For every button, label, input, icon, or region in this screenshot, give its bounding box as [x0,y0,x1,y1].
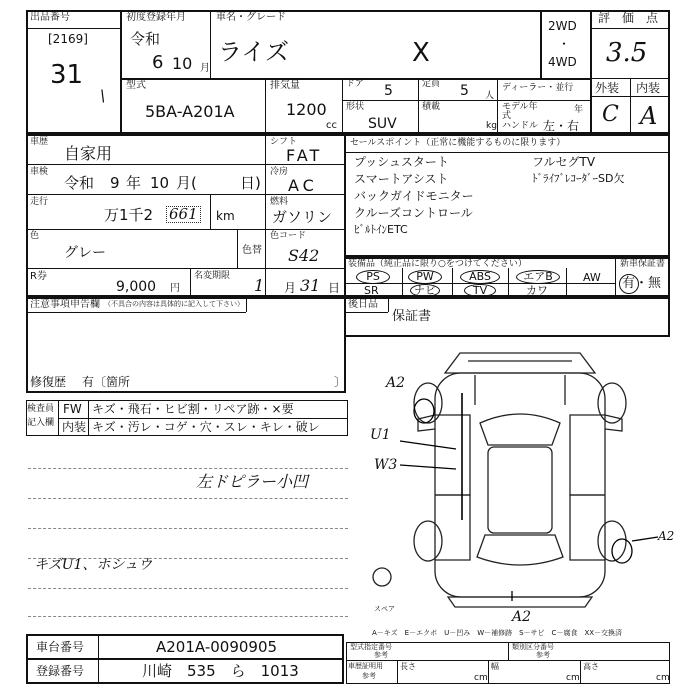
door-value: 5 [384,83,393,99]
reg-year: 6 [152,52,164,73]
sales-point: ﾋﾞﾙﾄｲﾝETC [354,223,408,236]
lot-code: [2169] [48,32,88,46]
recycle-yen: 円 [170,283,180,294]
mileage-label: 走行 [30,197,49,207]
equipment-title: 装備品（純正品に限り○をつけてください） [348,259,527,269]
score-value: 3.5 [606,38,648,68]
disp-unit: cc [326,120,337,131]
equip-pw: PW [408,270,442,284]
length-unit: cm [474,673,488,683]
cap-unit: 人 [485,91,495,101]
equip-abs: ABS [460,270,500,284]
model-label: 型式 [126,80,146,91]
mark-a2-right: A2 [658,529,675,543]
int-grade: A [640,102,658,130]
height-label: 高さ [583,662,599,671]
interior-label: 内装 [62,420,87,434]
repair-value: 有〔箇所 [82,375,131,389]
day-char: 日) [240,174,261,192]
inspector-label: 検査員 [27,404,55,414]
fw-items: キズ・飛石・ヒビ割・リペア跡・×要 [92,402,294,416]
class-label: 類別区分番号 [512,643,554,651]
car-name: ライズ [218,38,290,66]
tax-month: 1 [254,276,265,295]
hand-note-1: 左ドピラー小凹 [196,472,309,491]
sales-point: プッシュスタート [354,155,449,169]
shift-value: FAT [286,146,323,165]
inspection-year: 9 [110,174,120,192]
month-unit: 月 [200,63,210,74]
mileage-unit: km [216,209,235,223]
disp-value: 1200 [286,100,327,119]
chassis-label: 車台番号 [36,640,85,654]
inspection-era: 令和 [64,174,95,192]
sales-point: スマートアシスト [354,172,449,186]
width-unit: cm [566,673,580,683]
fuel-label: 燃料 [270,197,289,207]
interior-items: キズ・汚レ・コゲ・穴・スレ・キレ・破レ [92,420,320,434]
mileage-hand: 661 [166,206,201,223]
height-unit: cm [656,673,670,683]
hand-note-2: キズU1、ホシュウ [34,557,153,573]
lot-number: 31 [50,60,84,90]
load-label: 積載 [422,102,441,112]
model-year-label: モデル年式 [502,102,538,121]
color-change-label: 色替 [242,245,262,256]
equip-sr: SR [364,284,379,297]
equip-leather: カワ [526,284,548,297]
recycle-value: 9,000 [116,279,157,295]
recycle-label: R券 [30,271,47,282]
equip-airbag: エアB [516,270,560,284]
drive-2wd: 2WD [548,19,577,33]
fw-label: FW [63,402,82,416]
ext-label: 外装 [595,81,620,95]
mark-u1: U1 [370,427,391,443]
cap-label: 定員 [422,79,441,89]
load-unit: kg [486,121,497,131]
sales-point: バックガイドモニター [354,189,474,203]
shape-value: SUV [368,116,397,132]
handle-value: 左・右 [543,119,580,133]
int-label: 内装 [636,81,661,95]
cert-sub: 参考 [374,651,388,659]
inspection-month: 10 [150,174,170,192]
car-body-diagram [360,345,670,635]
plate-label: 登録番号 [36,664,85,678]
ext-grade: C [602,102,619,127]
repair-label: 修復歴 [30,375,67,389]
door-label: ドア [346,79,364,89]
after-label: 後日品 [348,299,378,310]
equip-aw: AW [583,271,601,284]
width-label: 幅 [491,662,499,671]
class-sub: 参考 [536,651,550,659]
sales-point-right: ﾄﾞﾗｲﾌﾞﾚｺｰﾀﾞｰSD欠 [532,172,625,185]
inspection-label: 車検 [30,167,49,177]
tax-day: 31 [300,276,321,295]
after-value: 保証書 [392,309,432,324]
model-value: 5BA-A201A [145,102,235,121]
name-label: 車名・グレード [216,12,286,23]
cap-value: 5 [460,83,469,99]
pen-stroke: \ [100,86,106,105]
sales-point: クルーズコントロール [354,206,473,220]
caution-label: 注意事項申告欄 [30,299,100,310]
len-label: 車歴証明用 [348,662,383,670]
cert-label: 型式指定番号 [350,643,392,651]
tax-label: 名変期限 [194,271,231,281]
fuel-value: ガソリン [272,208,333,226]
dealer-label: ディーラー・並行 [502,83,574,93]
drive-4wd: 4WD [548,55,577,69]
damage-legend: A－キズ E－エクボ U－凹み W－補修跡 S－サビ C－腐食 XX－交換済 [372,629,623,637]
shape-label: 形状 [346,102,365,112]
mileage-value: 万1千2 [104,206,154,224]
plate-value: 川崎 535 ら 1013 [142,662,299,680]
handle-label: ハンドル [502,121,539,131]
mark-w3: W3 [374,457,398,473]
repair-close: 〕 [334,375,347,389]
month-char: 月( [176,174,197,192]
sales-point-right: フルセグTV [532,155,596,169]
len-sub: 参考 [362,672,376,680]
reg-label: 初度登録年月 [126,12,186,23]
year-char: 年 [126,174,142,192]
spare-label: スペア [374,605,395,613]
length-label: 長さ [400,662,416,671]
equip-tv: TV [464,284,496,297]
ac-value: AC [288,176,318,195]
mark-a2-left: A2 [386,375,406,391]
history-value: 自家用 [64,144,113,163]
new-car-warranty-label: 新車保証書 [620,259,666,269]
drive-dot: ・ [558,37,571,51]
reg-month: 10 [172,54,193,73]
equip-navi: ナビ [410,284,440,297]
inspector-label2: 記入欄 [27,418,55,428]
sales-title: セールスポイント（正常に機能するものに限ります） [350,138,566,148]
car-grade: X [412,38,430,68]
tax-month-char: 月 [284,281,297,295]
chassis-value: A201A-0090905 [156,638,278,656]
tax-day-char: 日 [328,281,341,295]
history-label: 車歴 [30,137,49,147]
year-unit: 年 [574,105,584,115]
equip-ps: PS [356,270,390,284]
warranty-circle [619,274,639,294]
mark-a2-bottom: A2 [512,609,532,625]
ac-label: 冷房 [270,167,289,177]
caution-sub: （不具合の内容は具体的に記入して下さい） [104,300,244,308]
shift-label: シフト [270,137,298,147]
color-code-value: S42 [288,246,320,265]
color-code-label: 色コード [270,231,307,241]
warranty-value: 有・無 [622,276,662,291]
color-label: 色 [30,231,40,241]
lot-label: 出品番号 [30,12,70,23]
color-value: グレー [64,245,106,261]
reg-era: 令和 [130,30,161,48]
disp-label: 排気量 [270,80,300,91]
score-label: 評 価 点 [598,11,659,25]
